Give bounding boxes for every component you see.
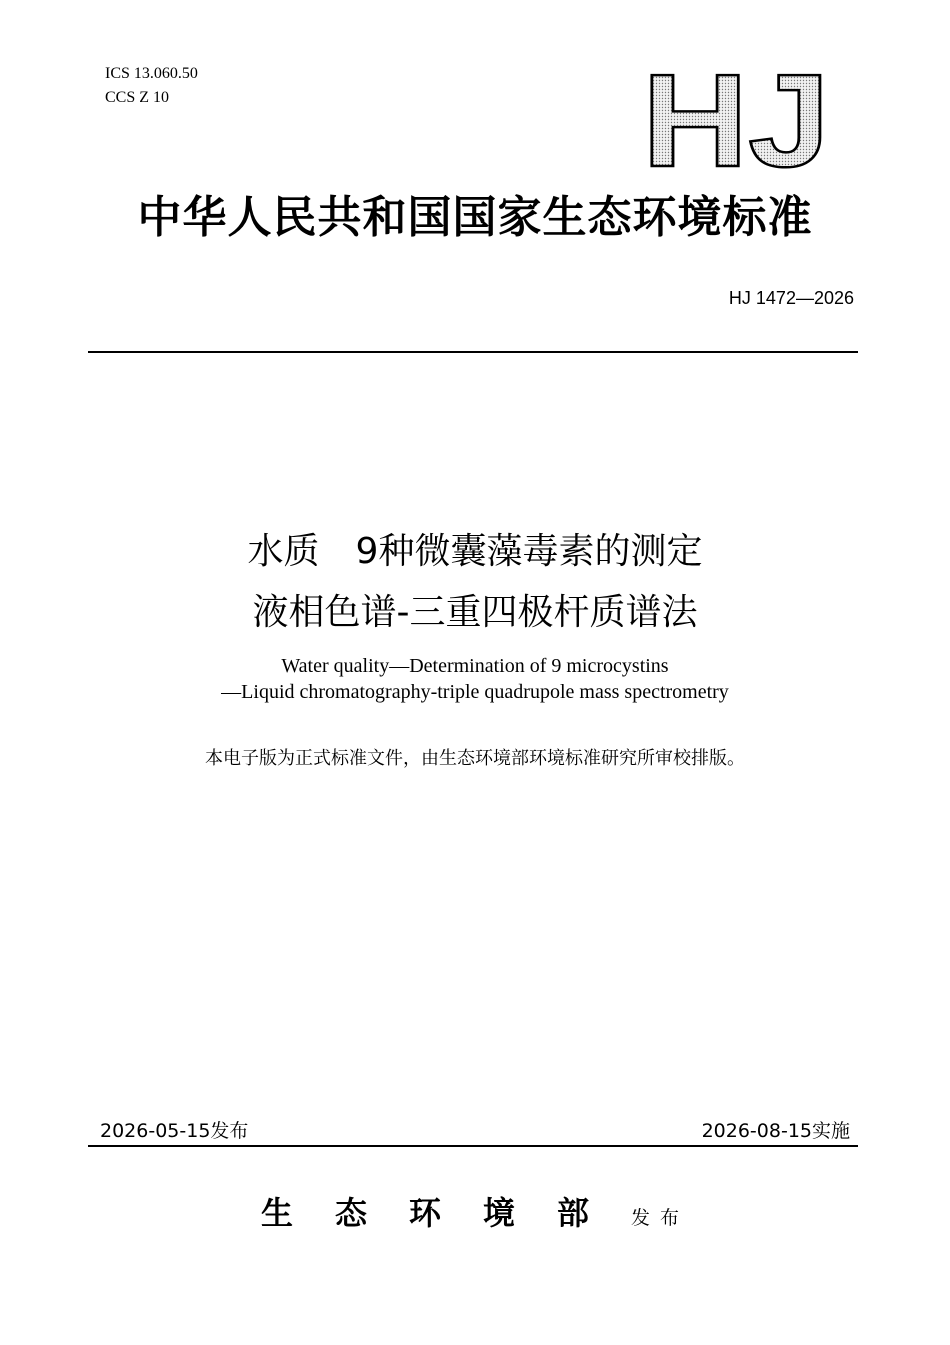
issuer-line [0, 1188, 950, 1234]
issuer-suffix: 发布 [631, 1207, 690, 1229]
implementation-date: 2026-08-15实施 [701, 1120, 850, 1142]
svg-text:HJ: HJ [642, 70, 830, 170]
issue-date: 2026-05-15发布 [100, 1120, 249, 1142]
top-divider [88, 351, 858, 353]
english-title-line-2: —Liquid chromatography-triple quadrupole mass spectrometry [221, 681, 729, 703]
chinese-title-line-1: 水质 9种微囊藻毒素的测定 [247, 531, 703, 572]
ics-code: ICS 13.060.50 [105, 65, 198, 82]
english-title-line-1: Water quality—Determination of 9 microcystins [281, 655, 669, 677]
issuer-name: 生态环境部 [260, 1194, 631, 1232]
ccs-code: CCS Z 10 [105, 89, 170, 106]
standard-number: HJ 1472—2026 [728, 288, 854, 308]
electronic-version-notice: 本电子版为正式标准文件，由生态环境部环境标准研究所审校排版。 [205, 748, 745, 769]
chinese-title-line-2: 液相色谱-三重四极杆质谱法 [252, 592, 698, 633]
hj-logo [640, 70, 832, 170]
organization-title: 中华人民共和国国家生态环境标准 [137, 192, 813, 243]
bottom-divider [88, 1145, 858, 1147]
classification-codes [105, 62, 198, 110]
